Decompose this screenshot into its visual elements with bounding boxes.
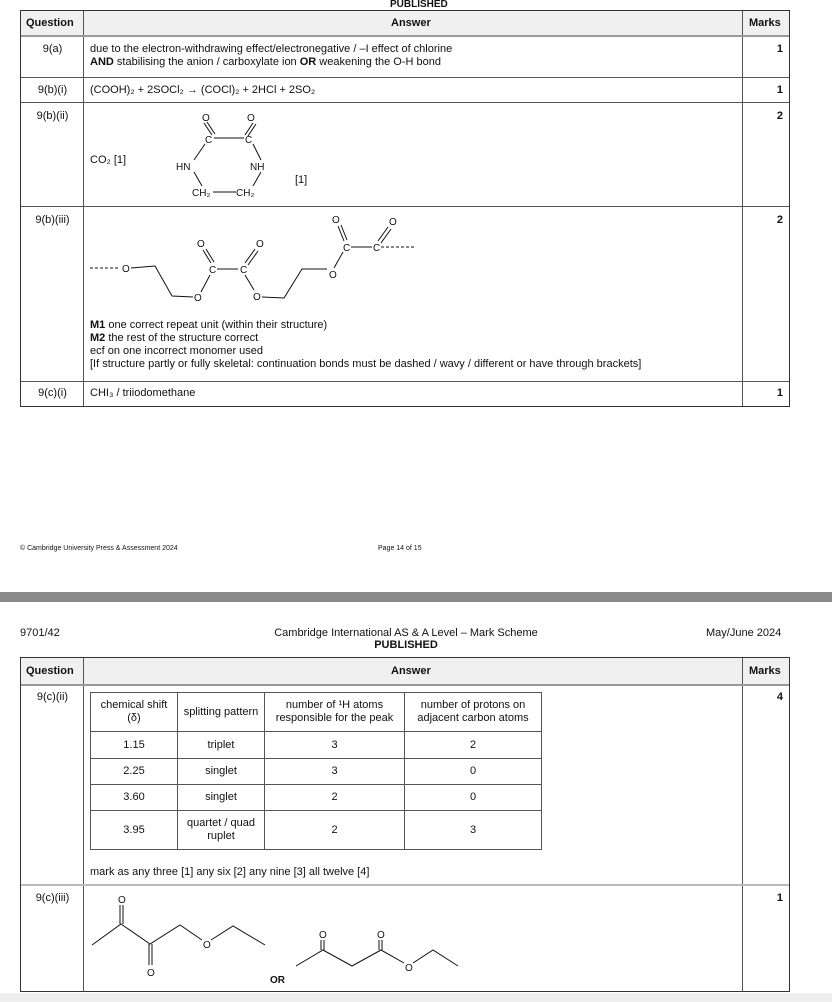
cell: 3	[265, 732, 405, 759]
question-number: 9(b)(i)	[37, 84, 68, 96]
atom-label: O	[405, 963, 413, 974]
equation: (COOH)₂ + 2SOCl₂ → (COCl)₂ + 2HCl + 2SO₂	[90, 84, 316, 96]
polyester-structure	[90, 215, 415, 304]
bold-and: AND	[90, 56, 114, 68]
mark-label: [1]	[295, 174, 308, 186]
atom-label: C	[245, 135, 253, 146]
cell: singlet	[178, 785, 265, 811]
nmr-header-cell: number of protons on adjacent carbon atoms	[405, 693, 542, 732]
atom-label: O	[329, 270, 337, 281]
atom-label: O	[118, 895, 126, 906]
atom-label: O	[147, 968, 155, 979]
footer-copyright: © Cambridge University Press & Assessment 2024	[20, 545, 178, 552]
marks-value: 4	[776, 691, 783, 703]
cell: singlet	[178, 759, 265, 785]
marking-note: mark as any three [1] any six [2] any nine [3] all twelve [4]	[90, 866, 370, 878]
atom-label: O	[202, 113, 210, 124]
header-question: Question	[26, 665, 74, 677]
marks-value: 2	[776, 214, 783, 226]
question-number: 9(c)(i)	[38, 387, 67, 399]
atom-label: O	[203, 940, 211, 951]
marks-value: 1	[776, 84, 783, 96]
atom-label: O	[377, 930, 385, 941]
atom-label: C	[209, 265, 217, 276]
marks-value: 1	[776, 387, 783, 399]
atom-label: NH	[250, 162, 265, 173]
header-answer: Answer	[391, 17, 431, 29]
text: the rest of the structure correct	[105, 332, 259, 344]
ketoester-structure	[296, 930, 458, 974]
published-label: PUBLISHED	[374, 639, 438, 651]
atom-label: O	[319, 930, 327, 941]
atom-label: O	[256, 239, 264, 250]
footer-page-number: Page 14 of 15	[378, 545, 422, 552]
oxamide-ring-structure	[176, 113, 264, 199]
question-number: 9(c)(iii)	[35, 892, 70, 904]
atom-label: O	[197, 239, 205, 250]
marks-value: 1	[776, 43, 783, 55]
cell: triplet	[178, 732, 265, 759]
cell: 3	[405, 811, 542, 850]
atom-label: O	[332, 215, 340, 226]
m1-label: M1	[90, 319, 106, 331]
nmr-header-cell: splitting pattern	[178, 693, 265, 732]
note-line: ecf on one incorrect monomer used	[90, 345, 264, 357]
cell: 2	[265, 811, 405, 850]
cell: 0	[405, 785, 542, 811]
cell: quartet / quad ruplet	[178, 811, 265, 850]
marks-value: 1	[776, 892, 783, 904]
session: May/June 2024	[706, 627, 782, 639]
nmr-header-cell: chemical shift (δ)	[91, 693, 178, 732]
nmr-header-cell: number of ¹H atoms responsible for the peak	[265, 693, 405, 732]
cell: 0	[405, 759, 542, 785]
question-number: 9(b)(ii)	[36, 110, 69, 122]
cell: 2	[265, 785, 405, 811]
atom-label: C	[373, 243, 381, 254]
header-marks: Marks	[749, 665, 781, 677]
header-question: Question	[26, 17, 74, 29]
ketone-ether-structure	[92, 895, 265, 979]
text: stabilising the anion / carboxylate ion	[113, 56, 300, 68]
paper-code: 9701/42	[20, 627, 60, 639]
cell: 3.60	[91, 785, 178, 811]
atom-label: O	[194, 293, 202, 304]
atom-label: O	[122, 264, 130, 275]
bold-or: OR	[299, 56, 317, 68]
or-label: OR	[270, 975, 285, 986]
header-answer: Answer	[391, 665, 431, 677]
answer-line: due to the electron-withdrawing effect/electronegative / –I effect of chlorine	[90, 43, 453, 55]
atom-label: CH₂	[236, 188, 255, 199]
question-number: 9(b)(iii)	[35, 214, 70, 226]
marks-value: 2	[776, 110, 783, 122]
cell: 2	[405, 732, 542, 759]
atom-label: C	[240, 265, 248, 276]
answer-co2: CO₂ [1]	[90, 154, 127, 166]
text: weakening the O-H bond	[316, 56, 441, 68]
cell: 1.15	[91, 732, 178, 759]
question-number: 9(c)(ii)	[36, 691, 69, 703]
title: Cambridge International AS & A Level – Mark Scheme	[274, 627, 538, 639]
atom-label: C	[205, 135, 213, 146]
atom-label: O	[247, 113, 255, 124]
cell: 2.25	[91, 759, 178, 785]
atom-label: CH₂	[192, 188, 211, 199]
note-line: [If structure partly or fully skeletal: continuation bonds must be dashed / wavy / different or have through brackets]	[90, 358, 642, 370]
atom-label: HN	[176, 162, 191, 173]
cell: 3	[265, 759, 405, 785]
atom-label: O	[389, 217, 397, 228]
question-number: 9(a)	[42, 43, 63, 55]
text: one correct repeat unit (within their structure)	[105, 319, 328, 331]
m2-label: M2	[90, 332, 106, 344]
published-banner: PUBLISHED	[390, 0, 448, 10]
answer-text: CHI₃ / triiodomethane	[90, 387, 196, 399]
header-marks: Marks	[749, 17, 781, 29]
atom-label: O	[253, 292, 261, 303]
cell: 3.95	[91, 811, 178, 850]
atom-label: C	[343, 243, 351, 254]
